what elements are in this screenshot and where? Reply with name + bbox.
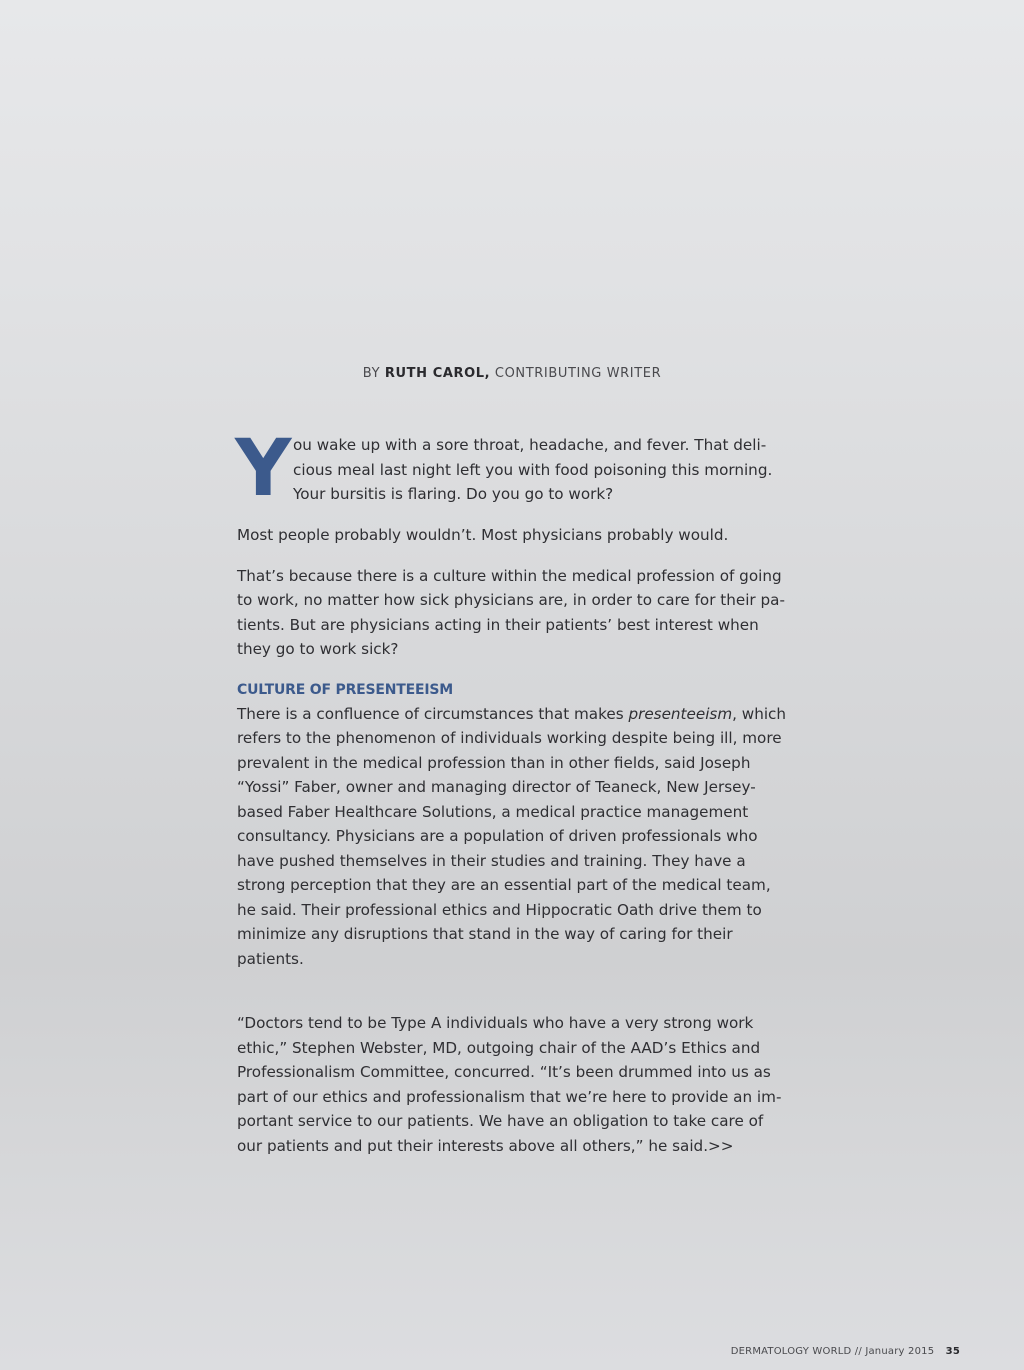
drop-cap: Y xyxy=(235,424,292,514)
byline-author: RUTH CAROL, xyxy=(384,366,491,381)
paragraph-4-rest: , which refers to the phenomenon of individuals working despite being ill, more prevalent in the medical profession than in other fields, said Joseph “Yossi” Faber, owner and managing director of Teaneck, New Jersey-based Faber Healthcare Solutions, a medical practice management consultancy. Physicians are a population of driven professionals who have pushed themselves in their studies and training. They have a strong perception that they are an essential part of the medical team, he said. Their professional ethics and Hippocratic Oath drive them to minimize any disruptions that stand in the way of caring for their patients. xyxy=(237,704,787,968)
paragraph-4-start: There is a confluence of circumstances that makes xyxy=(237,704,629,723)
paragraph-spacer xyxy=(237,987,793,1011)
lead-paragraph xyxy=(235,424,793,514)
footer-separator: // xyxy=(854,1346,862,1357)
footer-date: January 2015 xyxy=(865,1346,935,1357)
page-footer xyxy=(731,1346,960,1357)
byline xyxy=(0,366,1024,381)
paragraph-4-term: presenteeism xyxy=(628,704,733,723)
lead-text: ou wake up with a sore throat, headache, and fever. That deli-cious meal last night left you with food poisoning this morning. Your bursitis is flaring. Do you go to work? xyxy=(293,436,773,503)
footer-publication: DERMATOLOGY WORLD xyxy=(730,1346,852,1357)
byline-prefix: BY xyxy=(362,366,381,381)
paragraph-4 xyxy=(237,702,793,972)
paragraph-2: Most people probably wouldn’t. Most physicians probably would. xyxy=(237,526,729,544)
section-heading: CULTURE OF PRESENTEEISM xyxy=(237,681,453,698)
paragraph-5: “Doctors tend to be Type A individuals who have a very strong work ethic,” Stephen Webster, MD, outgoing chair of the AAD’s Ethics and Professionalism Committee, concurred. “It’s been drummed into us as part of our ethics and professionalism that we’re here to provide an im-portant service to our patients. We have an obligation to take care of our patients and put their interests above all others,” he said.>> xyxy=(237,1014,782,1155)
byline-role: CONTRIBUTING WRITER xyxy=(494,366,662,381)
paragraph-3: That’s because there is a culture within the medical profession of going to work, no matter how sick physicians are, in order to care for their pa-tients. But are physicians acting in their patients’ best interest when they go to work sick? xyxy=(237,566,785,658)
page-number: 35 xyxy=(945,1346,960,1357)
article-body xyxy=(235,424,793,1174)
